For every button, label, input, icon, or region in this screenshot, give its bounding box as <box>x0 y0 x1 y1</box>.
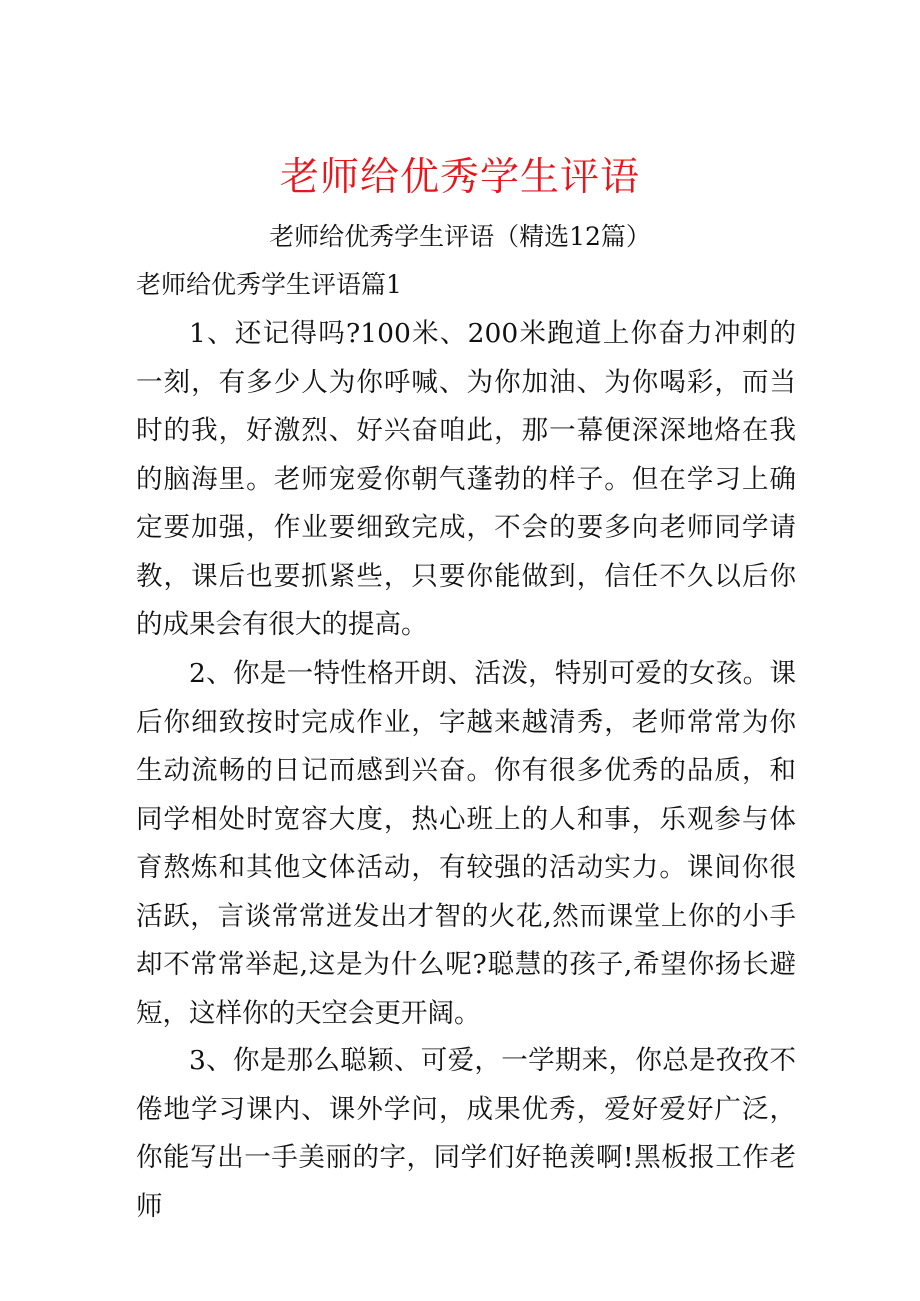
paragraph-2: 2、你是一特性格开朗、活泼，特别可爱的女孩。课后你细致按时完成作业，字越来越清秀，老师常常为你生动流畅的日记而感到兴奋。你有很多优秀的品质，和同学相处时宽容大度，热心班上的人和事，乐观参与体育熬炼和其他文体活动，有较强的活动实力。课间你很活跃，言谈常常迸发出才智的火花,然而课堂上你的小手却不常常举起,这是为什么呢?聪慧的孩子,希望你扬长避短，这样你的天空会更开阔。 <box>136 658 796 1029</box>
paragraph-3: 3、你是那么聪颖、可爱，一学期来，你总是孜孜不倦地学习课内、课外学问，成果优秀，爱好爱好广泛，你能写出一手美丽的字，同学们好艳羡啊!黑板报工作老师 <box>136 1045 796 1222</box>
document-subtitle: 老师给优秀学生评语（精选12篇） <box>269 222 651 251</box>
section-heading: 老师给优秀学生评语篇1 <box>136 270 402 299</box>
document-title: 老师给优秀学生评语 <box>279 155 640 200</box>
paragraph-1: 1、还记得吗?100米、200米跑道上你奋力冲刺的一刻，有多少人为你呼喊、为你加油、为你喝彩，而当时的我，好激烈、好兴奋咱此，那一幕便深深地烙在我的脑海里。老师宠爱你朝气蓬勃的样子。但在学习上确定要加强，作业要细致完成，不会的要多向老师同学请教，课后也要抓紧些，只要你能做到，信任不久以后你的成果会有很大的提高。 <box>136 318 796 640</box>
